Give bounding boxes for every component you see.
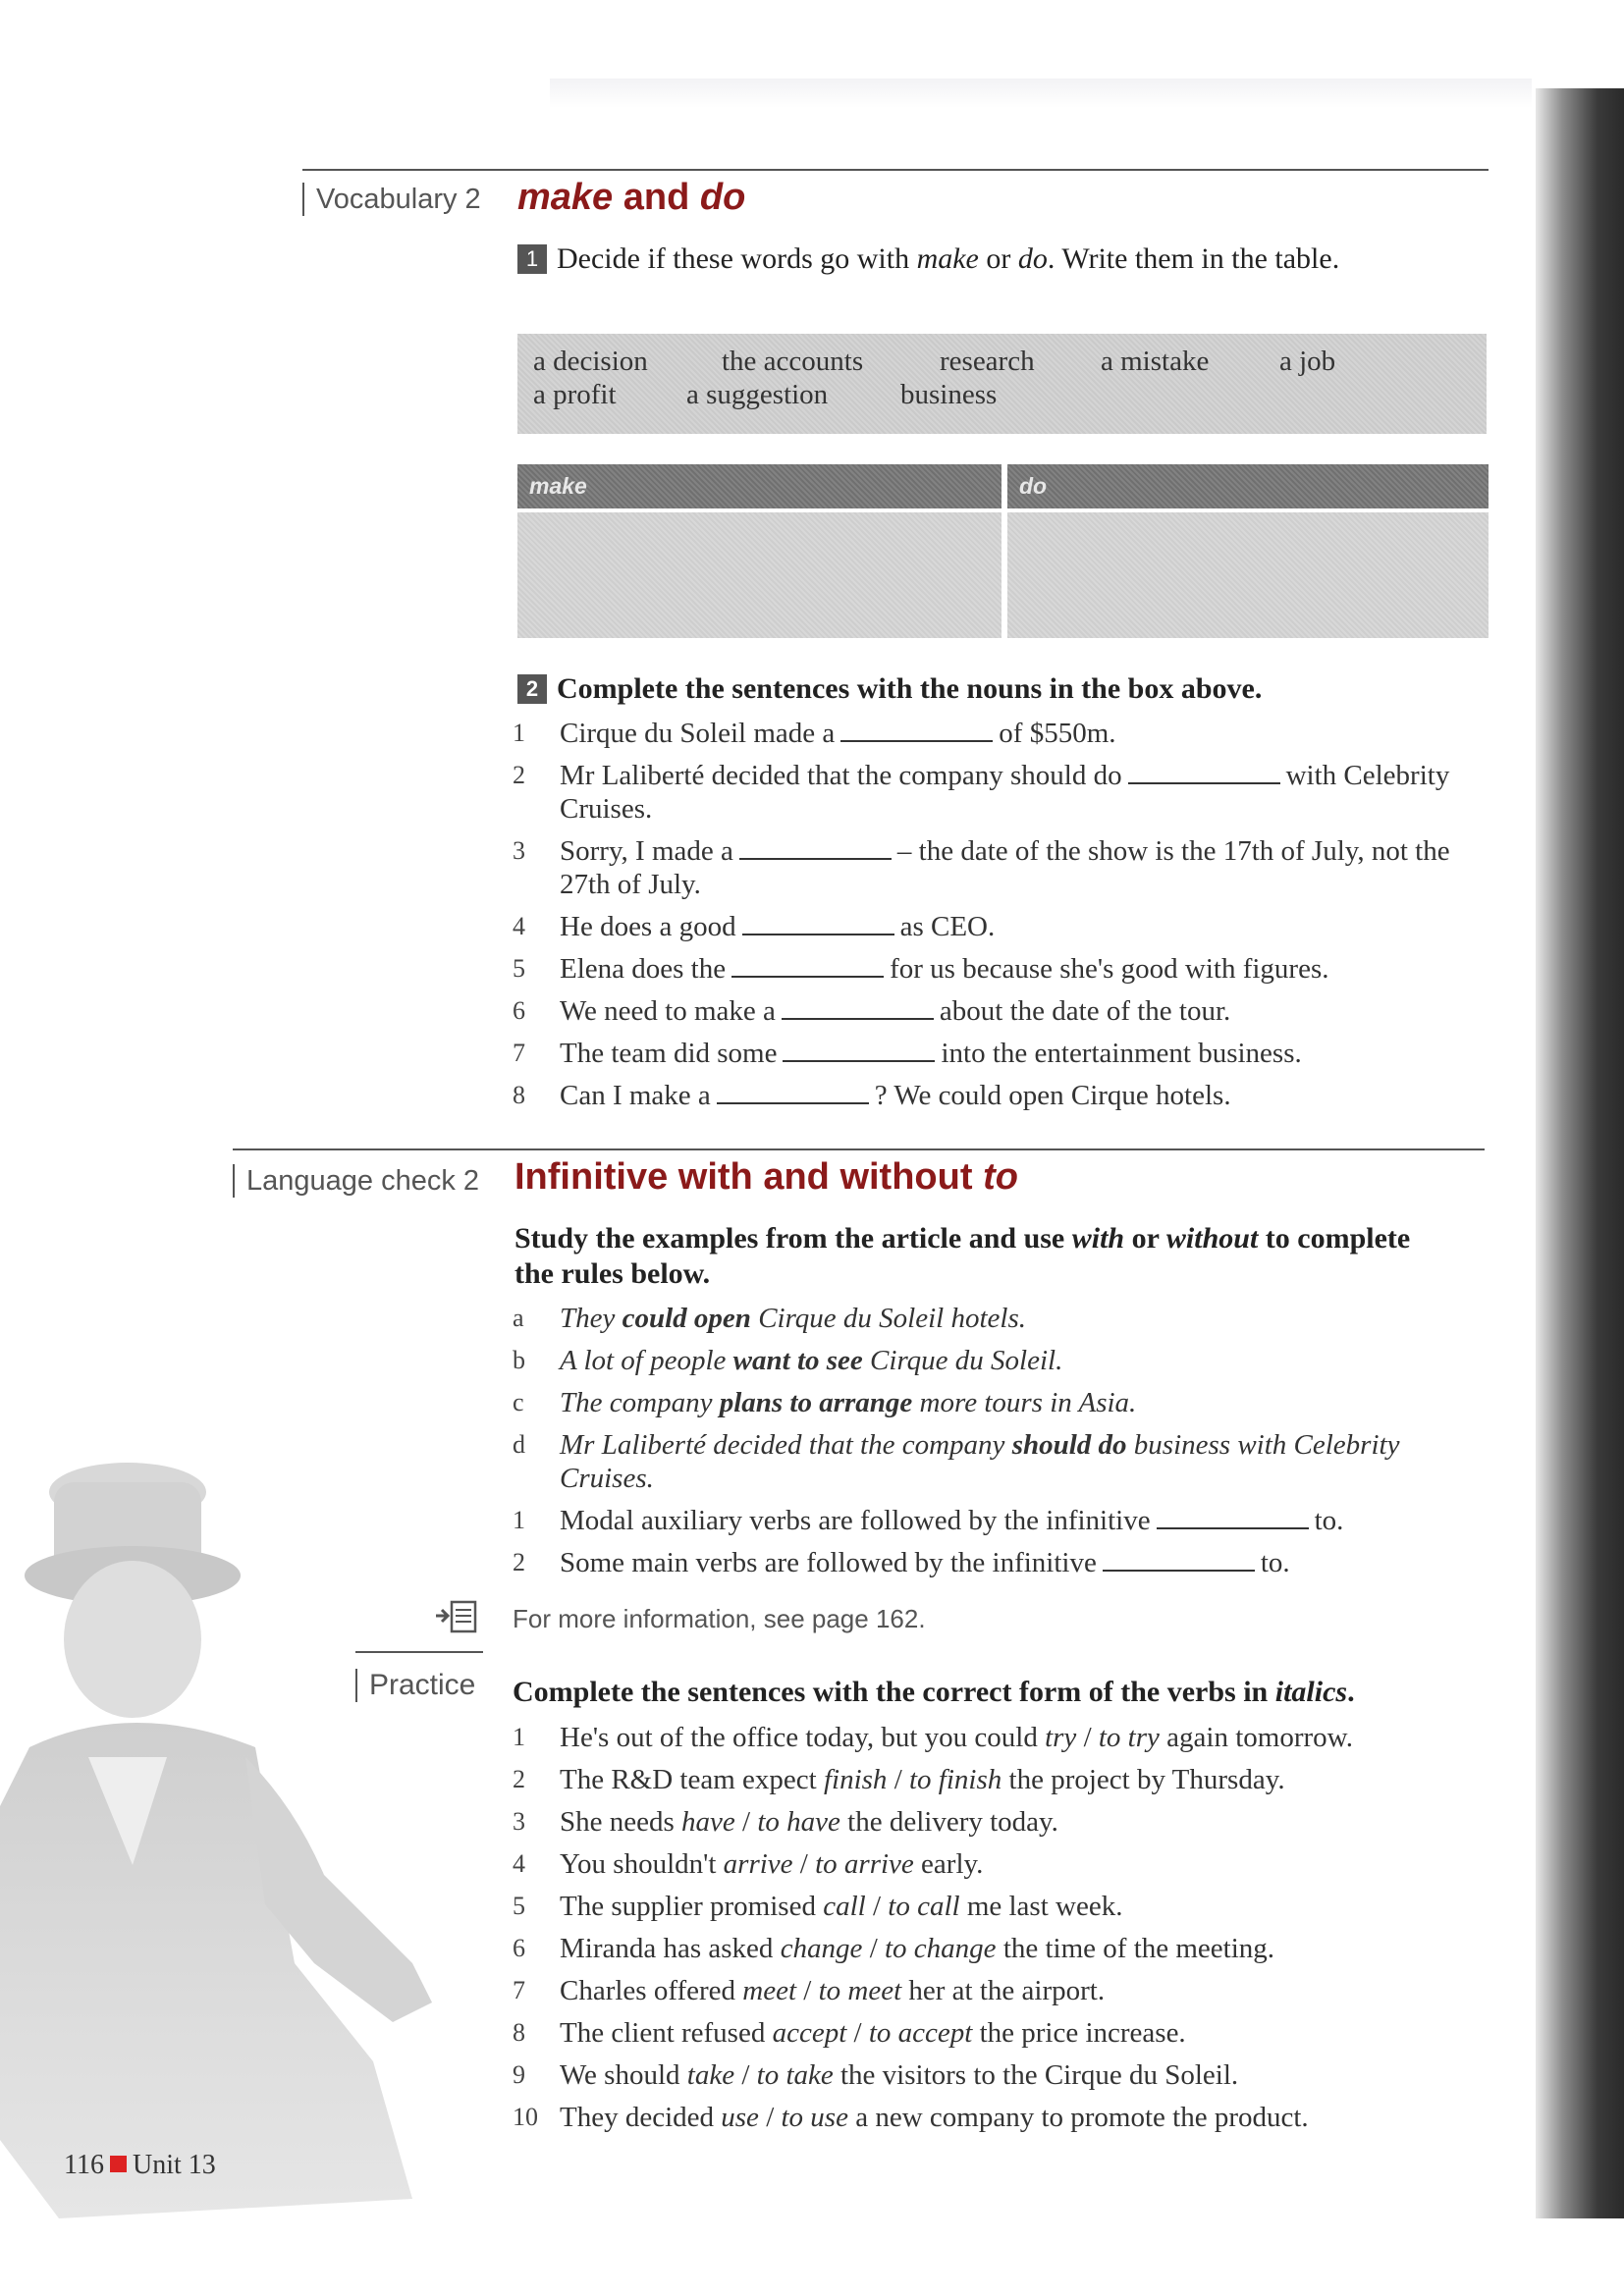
item-text: Some main verbs are followed by the infinitive bbox=[560, 1547, 1097, 1578]
verb-option[interactable]: to use bbox=[781, 2102, 848, 2133]
separator: / bbox=[734, 2059, 757, 2091]
verb-option[interactable]: arrive bbox=[723, 1848, 793, 1880]
item-emphasis: want to see bbox=[732, 1345, 863, 1376]
verb-option[interactable]: change bbox=[780, 1933, 863, 1964]
list-item bbox=[513, 2016, 1494, 2050]
list-item bbox=[513, 2058, 1494, 2092]
item-number: 5 bbox=[513, 954, 525, 983]
item-number: 4 bbox=[513, 1849, 525, 1878]
answer-blank[interactable] bbox=[1157, 1506, 1309, 1529]
item-letter: c bbox=[513, 1388, 524, 1416]
list-item bbox=[513, 1974, 1494, 2007]
exercise-number-badge: 1 bbox=[517, 244, 547, 274]
item-text: The team did some bbox=[560, 1038, 778, 1069]
item-letter: b bbox=[513, 1346, 525, 1374]
title-make: make bbox=[517, 177, 614, 218]
word-item: a decision bbox=[533, 346, 648, 377]
item-number: 6 bbox=[513, 1934, 525, 1962]
verb-option[interactable]: to take bbox=[756, 2059, 834, 2091]
unit-label: Unit 13 bbox=[132, 2150, 216, 2180]
examples-list bbox=[513, 1302, 1426, 1579]
item-number: 8 bbox=[513, 2018, 525, 2047]
example-item bbox=[513, 1302, 1426, 1335]
exercise-2-list bbox=[513, 717, 1475, 1112]
item-number: 2 bbox=[513, 761, 525, 789]
item-text: Cirque du Soleil hotels. bbox=[750, 1303, 1026, 1334]
practice-instruction bbox=[513, 1675, 1485, 1710]
item-text: the price increase. bbox=[972, 2017, 1186, 2049]
word-item: a mistake bbox=[1101, 346, 1210, 377]
instr-text: Decide if these words go with bbox=[557, 242, 917, 275]
verb-option[interactable]: to call bbox=[888, 1891, 960, 1922]
item-text: the visitors to the Cirque du Soleil. bbox=[833, 2059, 1239, 2091]
verb-option[interactable]: to meet bbox=[818, 1975, 902, 2006]
item-text: into the entertainment business. bbox=[941, 1038, 1302, 1069]
item-number: 3 bbox=[513, 836, 525, 865]
verb-option[interactable]: try bbox=[1045, 1722, 1077, 1753]
section-rule bbox=[302, 169, 1489, 171]
item-number: 5 bbox=[513, 1892, 525, 1920]
verb-option[interactable]: meet bbox=[742, 1975, 797, 2006]
list-item bbox=[513, 1847, 1494, 1881]
separator: / bbox=[796, 1975, 819, 2006]
instr-text: or bbox=[1124, 1222, 1166, 1255]
item-text: me last week. bbox=[959, 1891, 1123, 1922]
more-information-link[interactable]: For more information, see page 162. bbox=[513, 1604, 926, 1633]
title-text: Infinitive with and without bbox=[514, 1156, 984, 1198]
item-text: about the date of the tour. bbox=[939, 995, 1231, 1027]
item-text: the time of the meeting. bbox=[996, 1933, 1275, 1964]
answer-blank[interactable] bbox=[742, 912, 894, 935]
instr-without: without bbox=[1165, 1222, 1259, 1255]
instr-text: Complete the sentences with the nouns in the box above. bbox=[557, 672, 1263, 705]
separator: / bbox=[865, 1891, 889, 1922]
item-text: You shouldn't bbox=[560, 1848, 724, 1880]
item-letter: a bbox=[513, 1304, 524, 1332]
page-number: 116 bbox=[64, 2150, 104, 2180]
item-number: 7 bbox=[513, 1976, 525, 2004]
exercise-2-instruction bbox=[517, 671, 1450, 707]
answer-blank[interactable] bbox=[840, 719, 993, 742]
item-text: Elena does the bbox=[560, 953, 727, 985]
separator: / bbox=[887, 1764, 909, 1795]
item-text: The client refused bbox=[560, 2017, 773, 2049]
instr-with: with bbox=[1071, 1222, 1125, 1255]
list-item bbox=[513, 952, 1475, 986]
verb-option[interactable]: to try bbox=[1098, 1722, 1160, 1753]
answer-blank[interactable] bbox=[1128, 761, 1280, 784]
item-text: Mr Laliberté decided that the company should do bbox=[560, 760, 1122, 791]
answer-blank[interactable] bbox=[717, 1081, 869, 1104]
item-number: 1 bbox=[513, 1723, 525, 1751]
word-item: a profit bbox=[533, 379, 617, 410]
verb-option[interactable]: call bbox=[823, 1891, 866, 1922]
list-item bbox=[513, 834, 1483, 901]
item-text: The company bbox=[560, 1387, 720, 1418]
footer-square-icon bbox=[110, 2156, 127, 2172]
verb-option[interactable]: finish bbox=[823, 1764, 888, 1795]
item-text: more tours in Asia. bbox=[912, 1387, 1137, 1418]
item-number: 4 bbox=[513, 912, 525, 940]
item-text: as CEO. bbox=[899, 911, 996, 942]
answer-blank[interactable] bbox=[782, 996, 934, 1020]
list-item bbox=[513, 717, 1475, 750]
list-item bbox=[513, 994, 1475, 1028]
verb-option[interactable]: accept bbox=[772, 2017, 847, 2049]
item-text: A lot of people bbox=[560, 1345, 733, 1376]
item-text: a new company to promote the product. bbox=[847, 2102, 1309, 2133]
verb-option[interactable]: to accept bbox=[868, 2017, 973, 2049]
separator: / bbox=[1076, 1722, 1099, 1753]
instr-italics: italics bbox=[1274, 1676, 1348, 1708]
item-text: with Celebrity Cruises. bbox=[560, 760, 1450, 825]
exercise-number-badge: 2 bbox=[517, 674, 547, 704]
item-emphasis: should do bbox=[1011, 1429, 1127, 1461]
practice-list bbox=[513, 1721, 1494, 2134]
instr-text: . Write them in the table. bbox=[1047, 242, 1340, 275]
instr-text: Study the examples from the article and use bbox=[514, 1222, 1072, 1255]
verb-option[interactable]: use bbox=[721, 2102, 759, 2133]
item-text: We need to make a bbox=[560, 995, 776, 1027]
word-item: research bbox=[940, 346, 1035, 377]
item-text: Modal auxiliary verbs are followed by the infinitive bbox=[560, 1505, 1151, 1536]
list-item bbox=[513, 759, 1473, 826]
item-text: They decided bbox=[560, 2102, 722, 2133]
item-text: Cirque du Soleil made a bbox=[560, 718, 836, 749]
item-emphasis: plans to arrange bbox=[719, 1387, 913, 1418]
title-and: and bbox=[613, 177, 700, 218]
item-text: ? We could open Cirque hotels. bbox=[874, 1080, 1231, 1111]
section-rule bbox=[233, 1148, 1485, 1150]
example-item bbox=[513, 1344, 1426, 1377]
instr-text: to complete the rules below. bbox=[514, 1222, 1411, 1290]
item-text: the delivery today. bbox=[839, 1806, 1058, 1838]
item-number: 9 bbox=[513, 2060, 525, 2089]
item-number: 8 bbox=[513, 1081, 525, 1109]
separator: / bbox=[846, 2017, 869, 2049]
section-label-practice: Practice bbox=[355, 1669, 475, 1702]
page-footer bbox=[64, 2150, 216, 2181]
item-number: 2 bbox=[513, 1765, 525, 1793]
separator: / bbox=[758, 2102, 782, 2133]
item-text: He does a good bbox=[560, 911, 736, 942]
answer-blank[interactable] bbox=[739, 836, 892, 860]
item-number: 10 bbox=[513, 2103, 538, 2131]
item-text: Miranda has asked bbox=[560, 1933, 781, 1964]
item-text: the project by Thursday. bbox=[1001, 1764, 1285, 1795]
word-item: a suggestion bbox=[686, 379, 829, 410]
item-text: Charles offered bbox=[560, 1975, 743, 2006]
section-title-vocabulary bbox=[517, 177, 745, 219]
instr-make: make bbox=[916, 242, 979, 275]
item-text: The R&D team expect bbox=[560, 1764, 824, 1795]
answer-blank[interactable] bbox=[731, 954, 884, 978]
exercise-1-instruction bbox=[517, 241, 1450, 277]
item-letter: d bbox=[513, 1430, 525, 1459]
item-text: The supplier promised bbox=[560, 1891, 824, 1922]
section-label-language-check: Language check 2 bbox=[233, 1164, 479, 1198]
item-text: We should bbox=[560, 2059, 687, 2091]
table-header-make: make bbox=[517, 464, 1001, 508]
list-item bbox=[513, 1037, 1475, 1070]
title-to: to bbox=[983, 1156, 1018, 1198]
item-text: her at the airport. bbox=[901, 1975, 1106, 2006]
item-text: Mr Laliberté decided that the company bbox=[560, 1429, 1012, 1461]
item-text: He's out of the office today, but you could bbox=[560, 1722, 1046, 1753]
rule-item bbox=[513, 1504, 1426, 1537]
word-box bbox=[517, 334, 1487, 434]
list-item bbox=[513, 1890, 1494, 1923]
section-title-infinitive bbox=[514, 1156, 1018, 1199]
separator: / bbox=[792, 1848, 816, 1880]
item-text: Cirque du Soleil. bbox=[862, 1345, 1063, 1376]
verb-option[interactable]: to have bbox=[757, 1806, 840, 1838]
performer-photo bbox=[0, 1453, 461, 2218]
table-header-do: do bbox=[1007, 464, 1489, 508]
item-text: Sorry, I made a bbox=[560, 835, 733, 867]
item-number: 1 bbox=[513, 1506, 525, 1534]
item-text: to. bbox=[1260, 1547, 1290, 1578]
item-emphasis: could open bbox=[622, 1303, 751, 1334]
item-text: for us because she's good with figures. bbox=[890, 953, 1329, 985]
verb-option[interactable]: take bbox=[686, 2059, 735, 2091]
word-item: the accounts bbox=[722, 346, 864, 377]
item-text: again tomorrow. bbox=[1159, 1722, 1353, 1753]
list-item bbox=[513, 1932, 1494, 1965]
scan-top-shading bbox=[550, 79, 1532, 108]
word-item: a job bbox=[1279, 346, 1336, 377]
item-text: – the date of the show is the 17th of July, not the 27th of July. bbox=[560, 835, 1450, 900]
item-number: 3 bbox=[513, 1807, 525, 1836]
item-number: 2 bbox=[513, 1548, 525, 1576]
list-item bbox=[513, 1721, 1494, 1754]
rule-item bbox=[513, 1546, 1426, 1579]
answer-blank[interactable] bbox=[1103, 1548, 1255, 1572]
list-item bbox=[513, 1805, 1494, 1839]
item-text: Can I make a bbox=[560, 1080, 711, 1111]
verb-option[interactable]: have bbox=[681, 1806, 735, 1838]
item-text: They bbox=[560, 1303, 623, 1334]
instr-do: do bbox=[1017, 242, 1048, 275]
item-text: early. bbox=[913, 1848, 984, 1880]
instr-text: or bbox=[978, 242, 1018, 275]
table-cell-do[interactable] bbox=[1007, 512, 1489, 638]
list-item bbox=[513, 910, 1475, 943]
item-text: She needs bbox=[560, 1806, 682, 1838]
language-check-instruction bbox=[514, 1221, 1437, 1292]
title-do: do bbox=[699, 177, 746, 218]
example-item bbox=[513, 1428, 1424, 1495]
item-number: 7 bbox=[513, 1039, 525, 1067]
item-text: of $550m. bbox=[999, 718, 1116, 749]
instr-text: . bbox=[1347, 1676, 1355, 1708]
list-item bbox=[513, 2101, 1494, 2134]
item-text: business with Celebrity Cruises. bbox=[560, 1429, 1400, 1494]
item-text: to. bbox=[1314, 1505, 1344, 1536]
book-spine-shadow bbox=[1536, 88, 1624, 2218]
word-item: business bbox=[900, 379, 998, 410]
instr-text: Complete the sentences with the correct form of the verbs in bbox=[513, 1676, 1275, 1708]
section-label-vocabulary: Vocabulary 2 bbox=[302, 183, 481, 216]
verb-option[interactable]: to change bbox=[885, 1933, 997, 1964]
list-item bbox=[513, 1079, 1475, 1112]
table-cell-make[interactable] bbox=[517, 512, 1001, 638]
verb-option[interactable]: to arrive bbox=[815, 1848, 914, 1880]
verb-option[interactable]: to finish bbox=[909, 1764, 1002, 1795]
list-item bbox=[513, 1763, 1494, 1796]
item-number: 1 bbox=[513, 719, 525, 747]
separator: / bbox=[734, 1806, 758, 1838]
item-number: 6 bbox=[513, 996, 525, 1025]
answer-blank[interactable] bbox=[783, 1039, 935, 1062]
example-item bbox=[513, 1386, 1426, 1419]
separator: / bbox=[862, 1933, 885, 1964]
